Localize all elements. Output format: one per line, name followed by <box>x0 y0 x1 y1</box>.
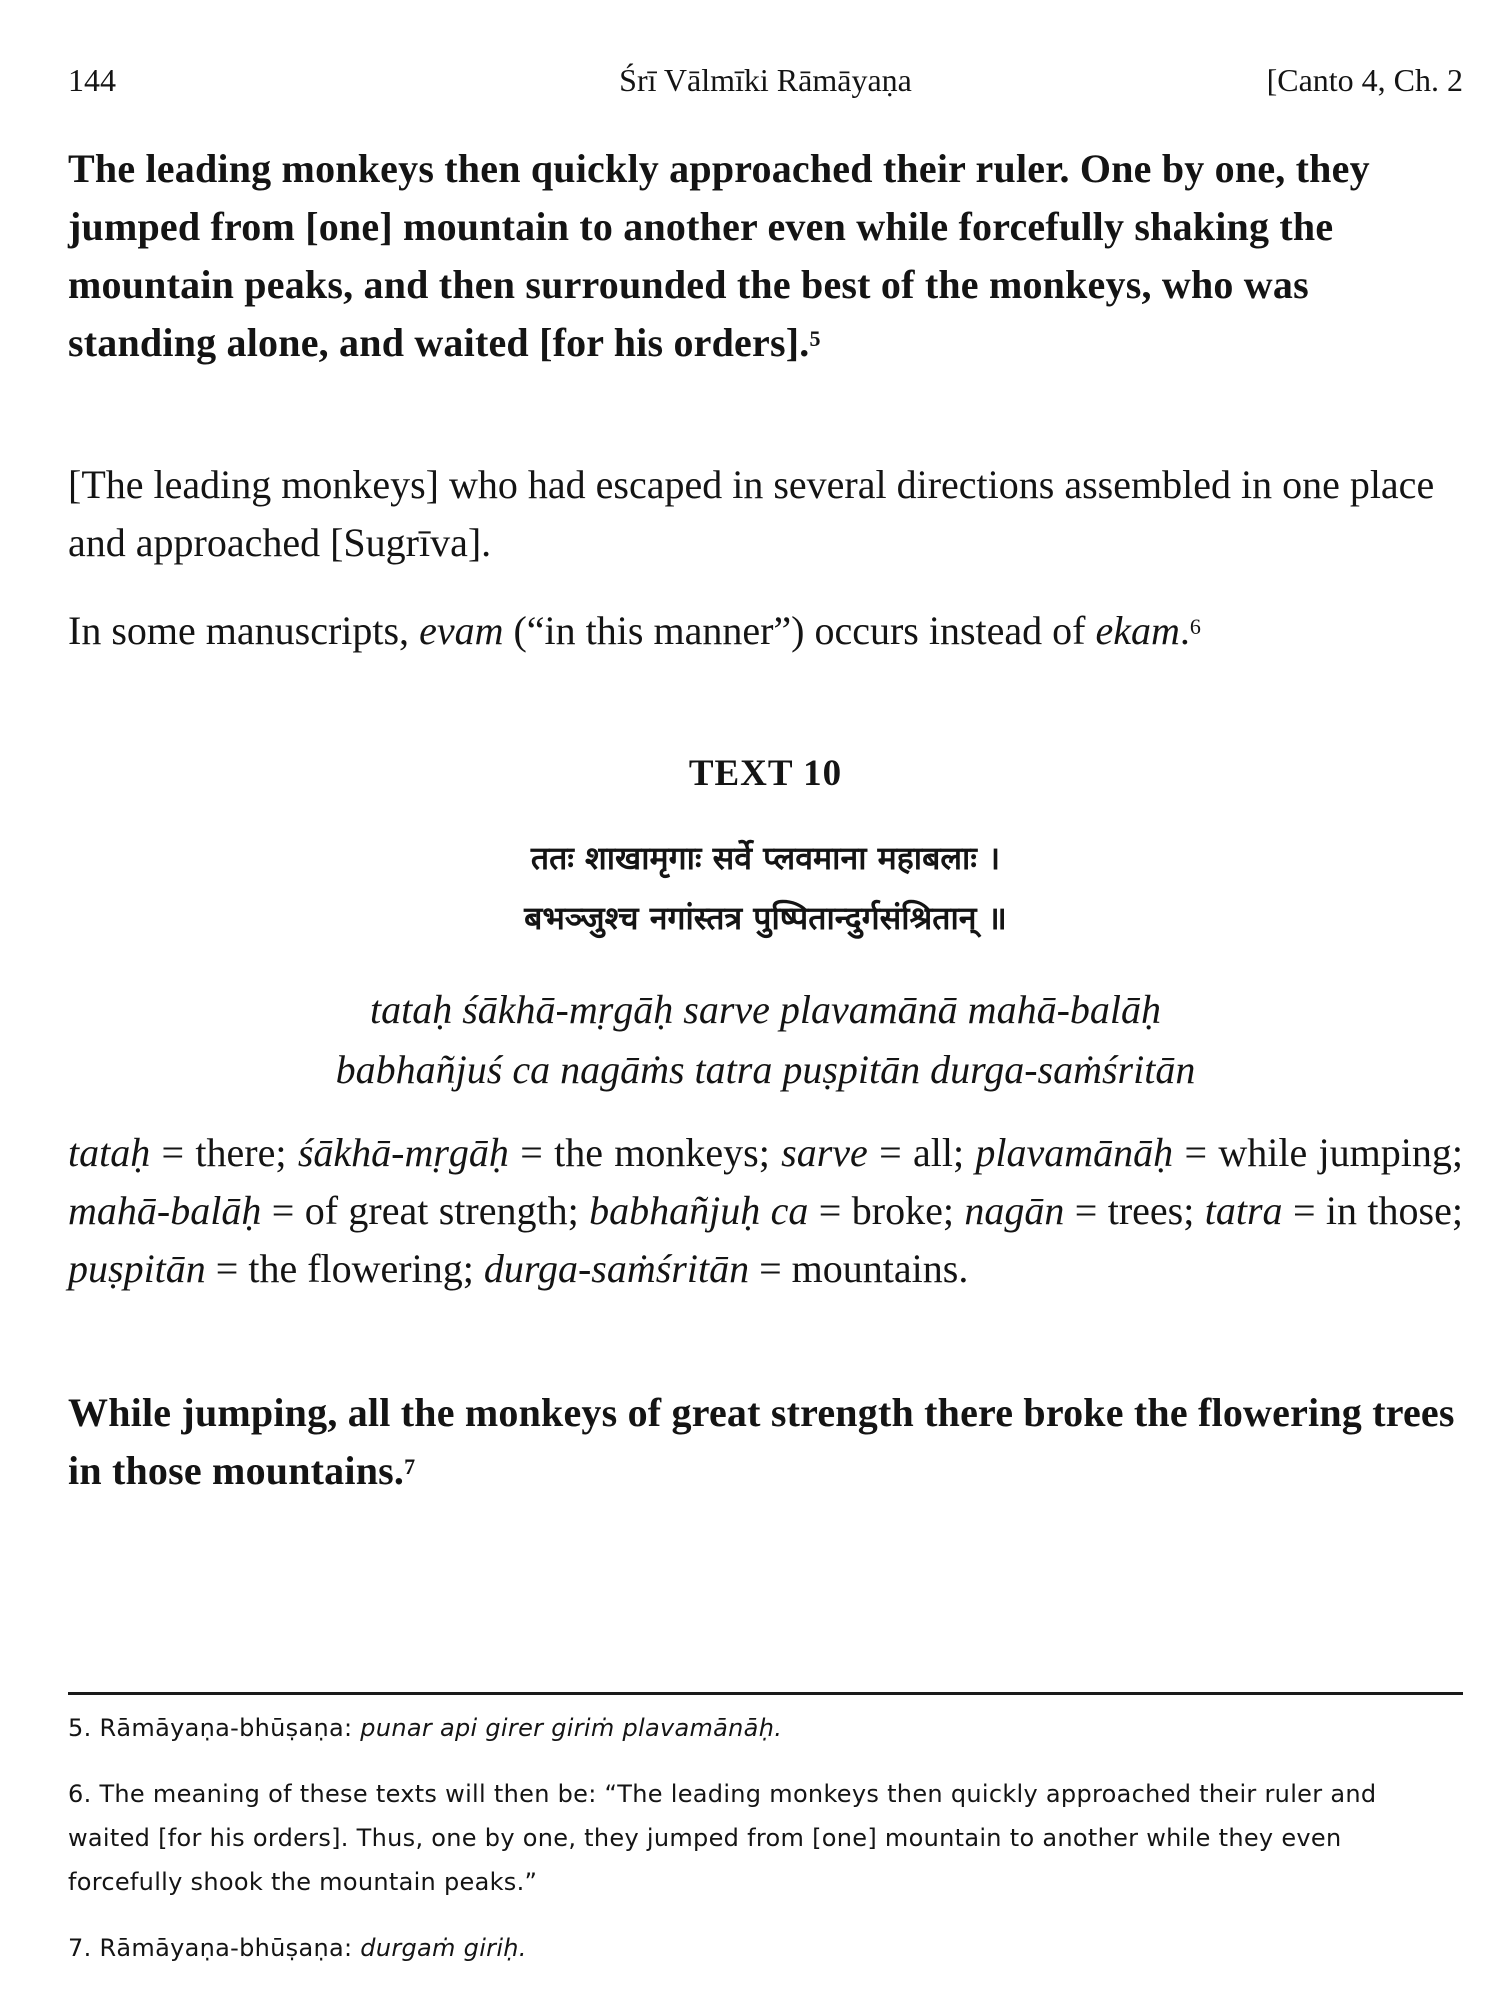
synonym-word: durga-saṁśritān <box>483 1246 750 1291</box>
purport-paragraph-1: [The leading monkeys] who had escaped in several directions assembled in one place and approached [Sugrīva]. <box>68 462 1435 565</box>
synonym-meaning: in those <box>1325 1188 1452 1233</box>
purport-2-prefix: In some manuscripts, <box>68 608 420 653</box>
footnote-ref-5: 5 <box>809 326 821 351</box>
purport-2-middle: (“in this manner”) occurs instead of <box>503 608 1096 653</box>
purport-paragraph-2 <box>68 602 1463 660</box>
synonym-word: śākhā-mṛgāḥ <box>297 1130 509 1175</box>
translation-2-text: While jumping, all the monkeys of great strength there broke the flowering trees in those mountains. <box>68 1390 1455 1493</box>
synonym-word: tatra <box>1204 1188 1283 1233</box>
footnote-source: Rāmāyaṇa-bhūṣaṇa: <box>99 1714 361 1742</box>
transliteration-line-2: babhañjuś ca nagāṁs tatra puṣpitān durga-saṁśritān <box>335 1047 1196 1092</box>
devanagari-line-1: ततः शाखामृगाः सर्वे प्लवमाना महाबलाः । <box>530 839 1001 877</box>
synonym-word: plavamānāḥ <box>975 1130 1174 1175</box>
synonym-meaning: mountains <box>791 1246 959 1291</box>
purport-2-term-ekam: ekam <box>1095 608 1180 653</box>
synonym-meaning: while jumping <box>1218 1130 1452 1175</box>
synonym-word: tataḥ <box>68 1130 151 1175</box>
synonym-meaning: of great strength <box>304 1188 568 1233</box>
synonym-meaning: trees <box>1107 1188 1184 1233</box>
footnote-italic-text: punar api girer giriṁ plavamānāḥ. <box>360 1714 783 1742</box>
synonym-word: puṣpitān <box>68 1246 206 1291</box>
word-for-word-synonyms: tataḥ = there; śākhā-mṛgāḥ = the monkeys; sarve = all; plavamānāḥ = while jumping; mahā-balāḥ = of great strength; babhañjuḥ ca = broke; nagān = trees; tatra = in those; puṣpitān = the flowering; durga-saṁśritān = mountains. <box>68 1130 1464 1291</box>
purport-2-term-evam: evam <box>419 608 504 653</box>
footnote-6 <box>68 1772 1463 1904</box>
page-number: 144 <box>68 62 116 98</box>
text-heading: TEXT 10 <box>688 753 843 794</box>
synonym-meaning: there <box>195 1130 276 1175</box>
synonym-meaning: the flowering <box>248 1246 463 1291</box>
synonym-meaning: broke <box>851 1188 943 1233</box>
footnote-divider <box>68 1692 1463 1695</box>
canto-chapter: [Canto 4, Ch. 2 <box>1266 62 1463 98</box>
footnote-number: 5. <box>68 1714 92 1742</box>
footnote-ref-7: 7 <box>404 1454 416 1479</box>
synonym-word: sarve <box>781 1130 868 1175</box>
translation-paragraph-1 <box>68 140 1463 372</box>
footnote-text: The meaning of these texts will then be: “The leading monkeys then quickly approached their ruler and waited [for his orders]. Thus, one by one, they jumped from [one] mountain to another while they even forcefully shook the mountain peaks.” <box>68 1780 1377 1896</box>
synonym-word: babhañjuḥ ca <box>589 1188 809 1233</box>
translation-1-text: The leading monkeys then quickly approached their ruler. One by one, they jumped from [one] mountain to another even while forcefully shaking the mountain peaks, and then surrounded the best of the monkeys, who was standing alone, and waited [for his orders]. <box>68 146 1370 365</box>
running-header <box>68 62 1463 106</box>
footnote-7 <box>68 1926 1463 1970</box>
synonym-word: mahā-balāḥ <box>68 1188 262 1233</box>
book-title: Śrī Vālmīki Rāmāyaṇa <box>619 62 912 98</box>
devanagari-line-2: बभञ्जुश्च नगांस्तत्र पुष्पितान्दुर्गसंश्रितान् ॥ <box>524 899 1007 937</box>
transliteration-line-1: tataḥ śākhā-mṛgāḥ sarve plavamānā mahā-balāḥ <box>369 987 1162 1032</box>
synonym-word: nagān <box>964 1188 1065 1233</box>
translation-paragraph-2 <box>68 1384 1463 1500</box>
footnote-number: 7. <box>68 1934 92 1962</box>
footnote-5 <box>68 1706 1463 1750</box>
purport-2-suffix: . <box>1179 608 1190 653</box>
footnote-number: 6. <box>68 1780 92 1808</box>
footnote-source: Rāmāyaṇa-bhūṣaṇa: <box>99 1934 361 1962</box>
synonym-meaning: all <box>912 1130 953 1175</box>
footnote-ref-6: 6 <box>1189 614 1201 639</box>
footnote-italic-text: durgaṁ giriḥ. <box>360 1934 527 1962</box>
synonym-meaning: the monkeys <box>554 1130 759 1175</box>
